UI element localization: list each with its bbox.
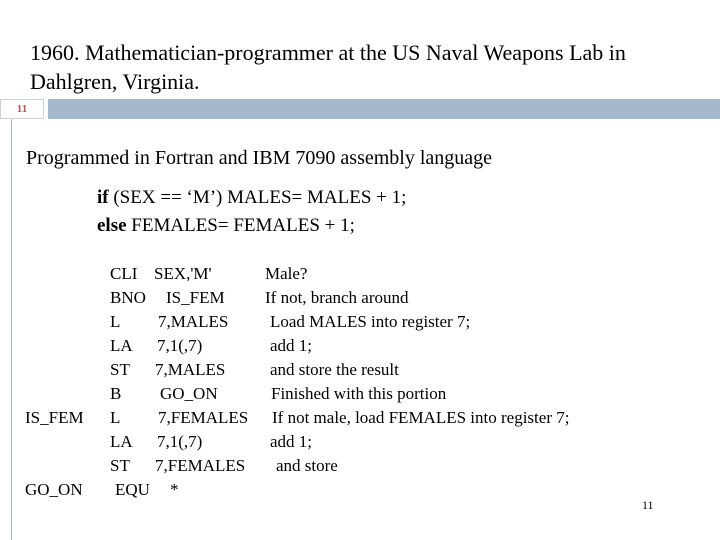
asm-operand: 7,MALES (155, 360, 226, 379)
asm-comment: Finished with this portion (271, 384, 447, 403)
asm-opcode: BNO (110, 288, 146, 307)
header-divider-bar (48, 99, 720, 119)
asm-opcode: LA (110, 432, 133, 451)
asm-operand: 7,FEMALES (155, 456, 246, 475)
asm-opcode: L (110, 408, 121, 427)
asm-comment: and store the result (270, 360, 399, 379)
asm-label: IS_FEM (25, 408, 84, 427)
keyword-if: if (97, 187, 109, 208)
asm-comment: and store (276, 456, 338, 475)
left-vertical-rule (11, 119, 12, 540)
asm-opcode: LA (110, 336, 133, 355)
asm-comment: If not, branch around (265, 288, 409, 307)
asm-operand: 7,1(,7) (157, 336, 203, 355)
asm-operand: 7,FEMALES (158, 408, 249, 427)
hll-line-if (97, 185, 406, 211)
slide-number-badge: 11 (0, 99, 44, 119)
asm-operand: 7,1(,7) (157, 432, 203, 451)
asm-comment: Load MALES into register 7; (270, 312, 471, 331)
asm-opcode: EQU (115, 480, 150, 499)
keyword-else: else (97, 215, 127, 236)
asm-opcode: CLI (110, 264, 138, 283)
hll-line-else (97, 213, 355, 239)
asm-operand: GO_ON (160, 384, 218, 403)
asm-opcode: ST (110, 360, 130, 379)
asm-comment: add 1; (270, 336, 313, 355)
asm-label: GO_ON (25, 480, 83, 499)
asm-opcode: ST (110, 456, 130, 475)
asm-operand: * (170, 480, 179, 499)
asm-operand: 7,MALES (158, 312, 229, 331)
page-number: 11 (642, 498, 654, 512)
asm-comment: Male? (265, 264, 308, 283)
asm-comment: add 1; (270, 432, 313, 451)
asm-operand: IS_FEM (166, 288, 225, 307)
hll-line-else-body: FEMALES= FEMALES + 1; (126, 215, 355, 236)
asm-comment: If not male, load FEMALES into register 7; (272, 408, 570, 427)
asm-operand: SEX,'M' (154, 264, 212, 283)
slide-subtitle: Programmed in Fortran and IBM 7090 assembly language (26, 147, 493, 169)
hll-line-if-body: (SEX == ‘M’) MALES= MALES + 1; (108, 187, 407, 208)
asm-opcode: B (110, 384, 122, 403)
asm-opcode: L (110, 312, 121, 331)
slide-title: 1960. Mathematician-programmer at the US Naval Weapons Lab in Dahlgren, Virginia. (30, 40, 626, 94)
